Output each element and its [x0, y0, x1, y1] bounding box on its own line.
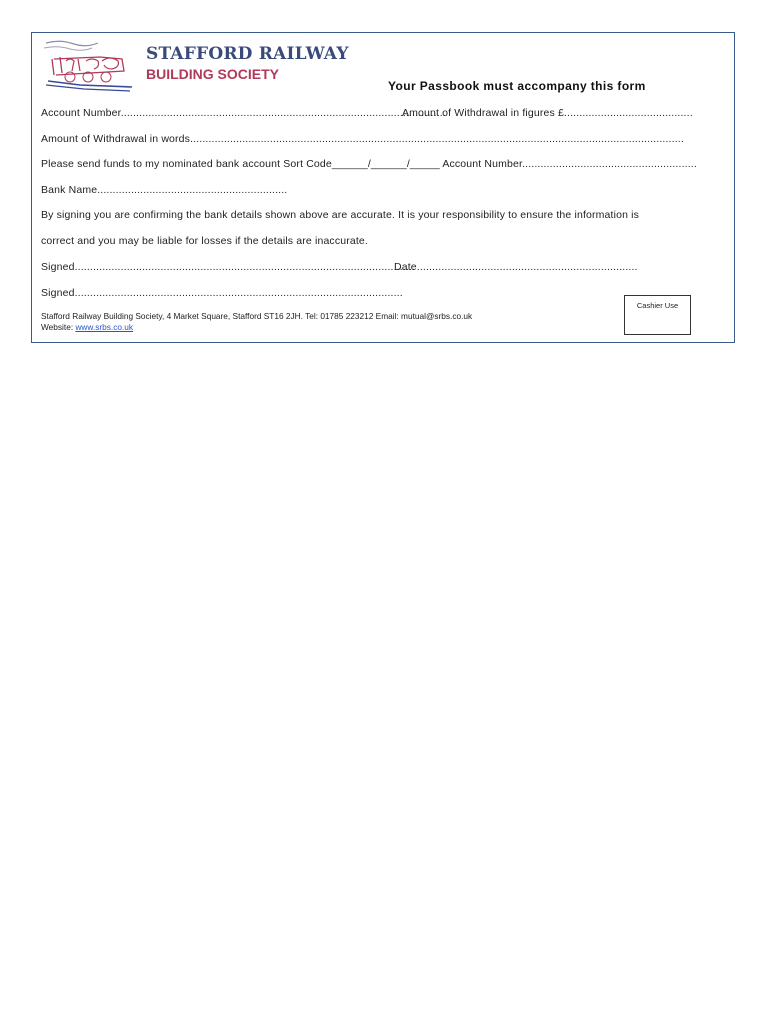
cashier-use-box [624, 295, 691, 335]
withdrawal-amount-figures-field[interactable]: Amount of Withdrawal in figures £.......................................... [402, 107, 693, 119]
brand-name: STAFFORD RAILWAY [146, 44, 349, 64]
footer-website [41, 322, 472, 333]
declaration-text-line1: By signing you are confirming the bank details shown above are accurate. It is your responsibility to ensure the information is [41, 209, 640, 221]
signature-field-1[interactable]: Signed............................................................................................................... [41, 261, 416, 273]
steam-train-logo-icon [40, 37, 136, 93]
signature-field-2[interactable]: Signed........................................................................................................... [41, 287, 403, 299]
footer [41, 311, 472, 333]
website-label: Website: [41, 322, 76, 332]
brand-subtitle: BUILDING SOCIETY [146, 66, 280, 82]
footer-address: Stafford Railway Building Society, 4 Market Square, Stafford ST16 2JH. Tel: 01785 223212 Email: mutual@srbs.co.uk [41, 311, 473, 321]
bank-details-field[interactable]: Please send funds to my nominated bank account Sort Code______/______/_____ Account Number......................................................... [41, 158, 697, 170]
account-number-field[interactable]: Account Number.......................................................................................................... [41, 107, 446, 119]
website-link[interactable]: www.srbs.co.uk [75, 322, 134, 332]
cashier-use-label: Cashier Use [636, 301, 679, 310]
date-field[interactable]: Date........................................................................ [394, 261, 638, 273]
withdrawal-form [31, 32, 735, 343]
declaration-text-line2: correct and you may be liable for losses if the details are inaccurate. [41, 235, 368, 247]
bank-name-field[interactable]: Bank Name.............................................................. [41, 184, 288, 196]
withdrawal-amount-words-field[interactable]: Amount of Withdrawal in words................................................................................................................................................................. [41, 133, 684, 145]
passbook-notice: Your Passbook must accompany this form [388, 79, 646, 93]
